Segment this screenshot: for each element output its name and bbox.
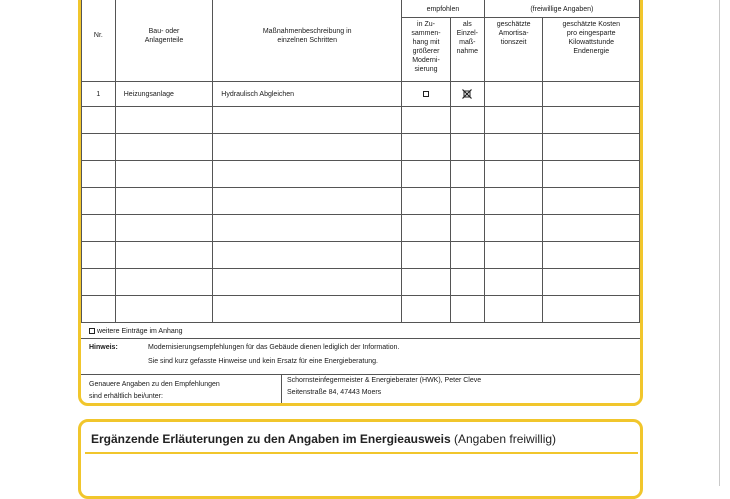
- weitere-eintraege-checkbox[interactable]: [89, 328, 95, 334]
- freiwillig-header: (freiwillige Angaben): [484, 0, 639, 18]
- row1-bauteil[interactable]: Heizungsanlage: [115, 82, 213, 107]
- recommendations-panel: [78, 0, 643, 406]
- row1-amortisation[interactable]: [484, 82, 543, 107]
- amortisation-header: [484, 18, 543, 82]
- contact-label-l2: sind erhältlich bei/unter:: [89, 393, 163, 400]
- table-row: [82, 269, 640, 296]
- row1-kosten[interactable]: [543, 82, 640, 107]
- row1-beschreibung[interactable]: Hydraulisch Abgleichen: [213, 82, 402, 107]
- hinweis-box: [81, 339, 640, 375]
- bauteil-header-l2: Anlagenteile: [144, 36, 184, 44]
- row1-zusammenhang-checkbox[interactable]: [423, 91, 429, 97]
- hinweis-label: Hinweis:: [89, 344, 118, 351]
- amortisation-l1: geschätzte: [496, 21, 531, 28]
- einzel-l1: als: [462, 21, 472, 28]
- zusammenhang-l4: größerer: [412, 48, 440, 55]
- table-row: [82, 134, 640, 161]
- zusammenhang-l1: in Zu-: [417, 21, 435, 28]
- section2-heading: [91, 432, 556, 446]
- kosten-header: [543, 18, 640, 82]
- row1-einzel-checkbox[interactable]: [462, 89, 472, 99]
- weitere-eintraege-label: weitere Einträge im Anhang: [96, 328, 183, 335]
- contact-details: [287, 375, 481, 399]
- table-row: [82, 296, 640, 323]
- contact-address: Seitenstraße 84, 47443 Moers: [287, 389, 382, 396]
- einzel-l4: nahme: [456, 48, 479, 55]
- einzel-header: [450, 18, 484, 82]
- row1-nr: 1: [82, 82, 116, 107]
- weitere-eintraege-row: [81, 325, 640, 339]
- contact-label-l1: Genauere Angaben zu den Empfehlungen: [89, 381, 220, 388]
- table-row: [82, 242, 640, 269]
- contact-label: [89, 379, 220, 403]
- section2-title: Ergänzende Erläuterungen zu den Angaben im Energieausweis: [91, 432, 451, 446]
- col-bauteil-header: [115, 0, 213, 82]
- kosten-l2: pro eingesparte: [566, 30, 616, 37]
- empfohlen-header: empfohlen: [402, 0, 485, 18]
- col-nr-header: Nr.: [82, 0, 116, 82]
- table-row: [82, 215, 640, 242]
- einzel-l3: maß-: [459, 39, 476, 46]
- page-edge-line: [719, 0, 720, 486]
- amortisation-l2: Amortisa-: [498, 30, 529, 37]
- table-row: [82, 82, 640, 107]
- row1-einzel-cell: [450, 82, 484, 107]
- section2-rule: [85, 452, 638, 454]
- contact-box: [81, 375, 640, 406]
- zusammenhang-l3: hang mit: [412, 39, 440, 46]
- zusammenhang-l5: Moderni-: [412, 57, 440, 64]
- erlaeuterungen-panel: [78, 419, 643, 499]
- hinweis-line1: Modernisierungsempfehlungen für das Gebäude dienen lediglich der Information.: [148, 344, 400, 351]
- checked-x-icon: [462, 89, 472, 99]
- hinweis-line2: Sie sind kurz gefasste Hinweise und kein Ersatz für eine Energieberatung.: [148, 358, 378, 365]
- beschreibung-header-l1: Maßnahmenbeschreibung in: [262, 27, 352, 35]
- measures-table: [81, 0, 640, 323]
- zusammenhang-l6: sierung: [414, 66, 438, 73]
- kosten-l1: geschätzte Kosten: [562, 21, 621, 28]
- amortisation-l3: tionszeit: [500, 39, 527, 46]
- bauteil-header-l1: Bau- oder: [148, 27, 180, 35]
- zusammenhang-header: [402, 18, 451, 82]
- kosten-l4: Endenergie: [573, 48, 610, 55]
- header-row-top: [82, 0, 640, 18]
- zusammenhang-l2: sammen-: [411, 30, 441, 37]
- kosten-l3: Kilowattstunde: [568, 39, 614, 46]
- contact-name: Schornsteinfegermeister & Energieberater (HWK), Peter Cleve: [287, 377, 482, 384]
- section2-optional: (Angaben freiwillig): [453, 432, 557, 446]
- col-beschreibung-header: [213, 0, 402, 82]
- einzel-l2: Einzel-: [456, 30, 479, 37]
- beschreibung-header-l2: einzelnen Schritten: [277, 36, 337, 44]
- contact-divider: [281, 375, 282, 406]
- table-row: [82, 107, 640, 134]
- row1-zusammenhang-cell: [402, 82, 451, 107]
- table-row: [82, 161, 640, 188]
- table-row: [82, 188, 640, 215]
